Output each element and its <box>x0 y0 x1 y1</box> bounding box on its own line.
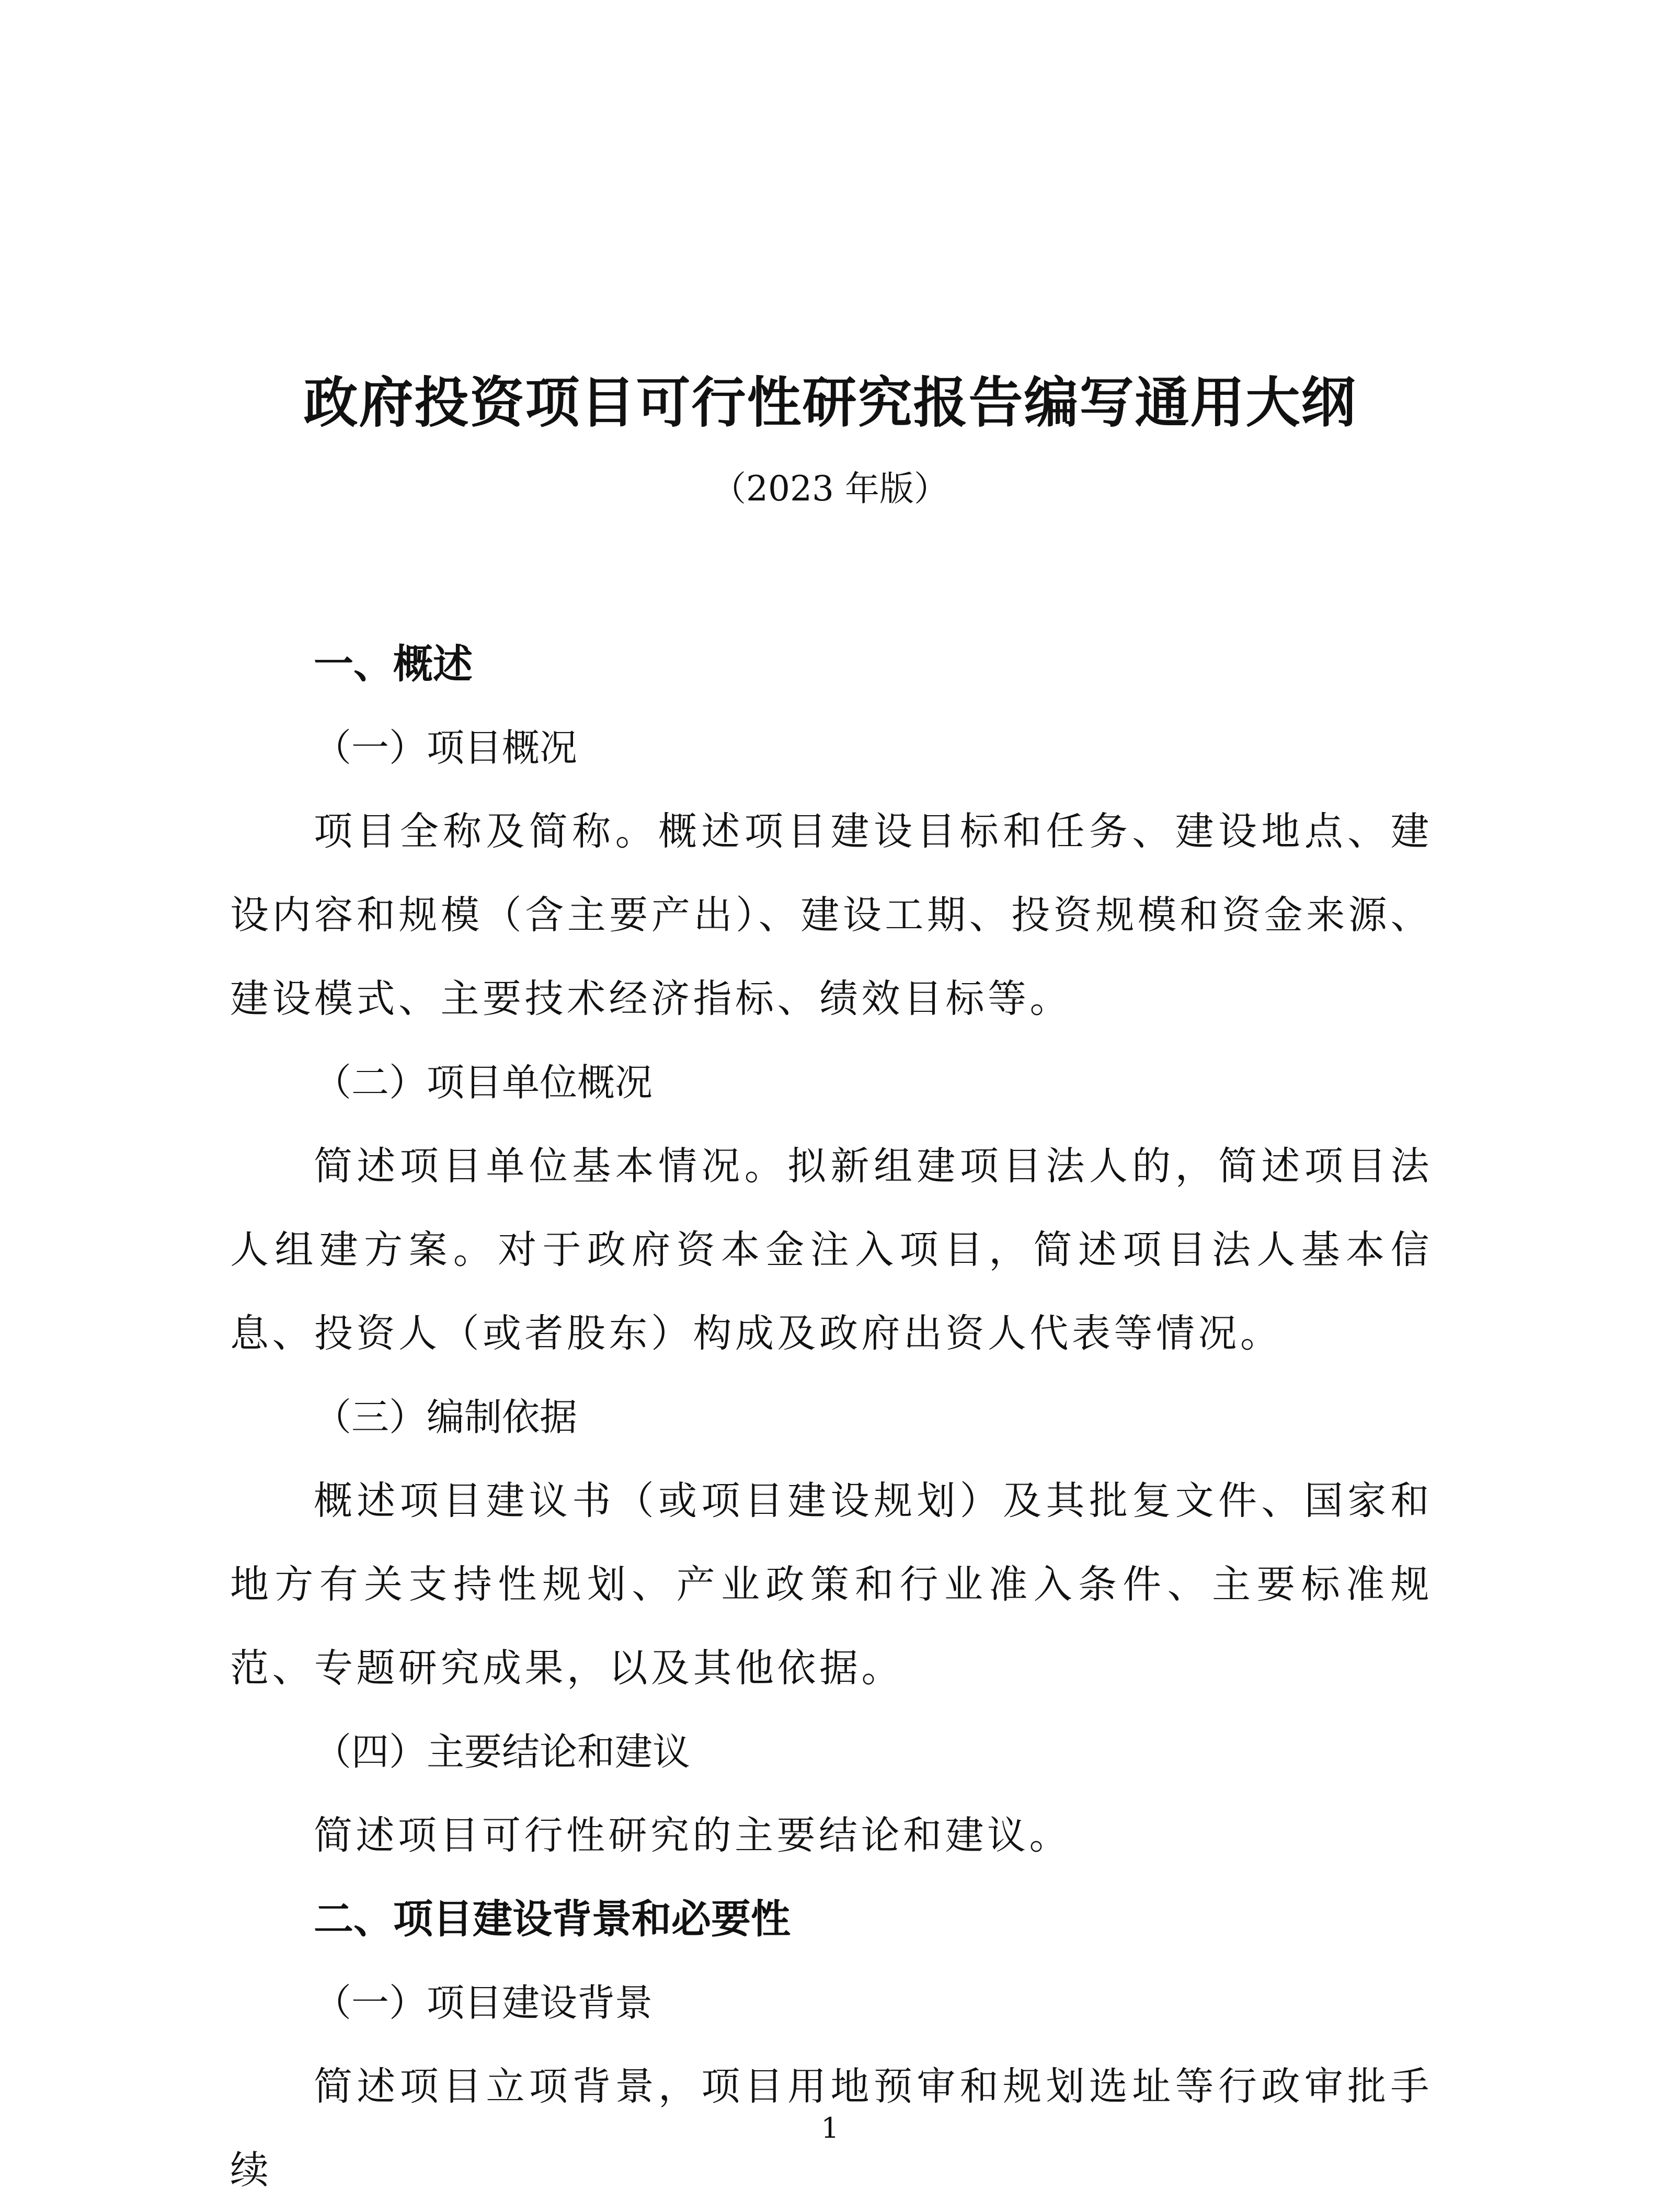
subsection-heading: （三）编制依据 <box>314 1395 578 1439</box>
subsection-heading: （一）项目概况 <box>314 726 578 770</box>
paragraph: 简述项目可行性研究的主要结论和建议。 <box>314 1813 1071 1858</box>
document-body <box>230 622 1433 2212</box>
paragraph: 简述项目单位基本情况。拟新组建项目法人的，简述项目法人组建方案。对于政府资本金注入项目，简述项目法人基本信息、投资人（或者股东）构成及政府出资人代表等情况。 <box>230 1144 1433 1356</box>
document-title: 政府投资项目可行性研究报告编写通用大纲 <box>303 371 1357 435</box>
subsection-heading: （四）主要结论和建议 <box>314 1730 691 1774</box>
subsection-heading: （一）项目建设背景 <box>314 1981 653 2025</box>
page-number: 1 <box>821 2112 839 2145</box>
paragraph: 项目全称及简称。概述项目建设目标和任务、建设地点、建设内容和规模（含主要产出）、建设工期、投资规模和资金来源、建设模式、主要技术经济指标、绩效目标等。 <box>230 809 1433 1021</box>
paragraph: 简述项目立项背景，项目用地预审和规划选址等行政审批手续 <box>230 2064 1433 2193</box>
paragraph: 概述项目建议书（或项目建设规划）及其批复文件、国家和地方有关支持性规划、产业政策和行业准入条件、主要标准规范、专题研究成果，以及其他依据。 <box>230 1478 1433 1691</box>
section-heading: 一、概述 <box>314 641 473 687</box>
section-heading: 二、项目建设背景和必要性 <box>314 1896 791 1942</box>
document-subtitle: （2023 年版） <box>712 469 948 509</box>
subsection-heading: （二）项目单位概况 <box>314 1061 653 1104</box>
